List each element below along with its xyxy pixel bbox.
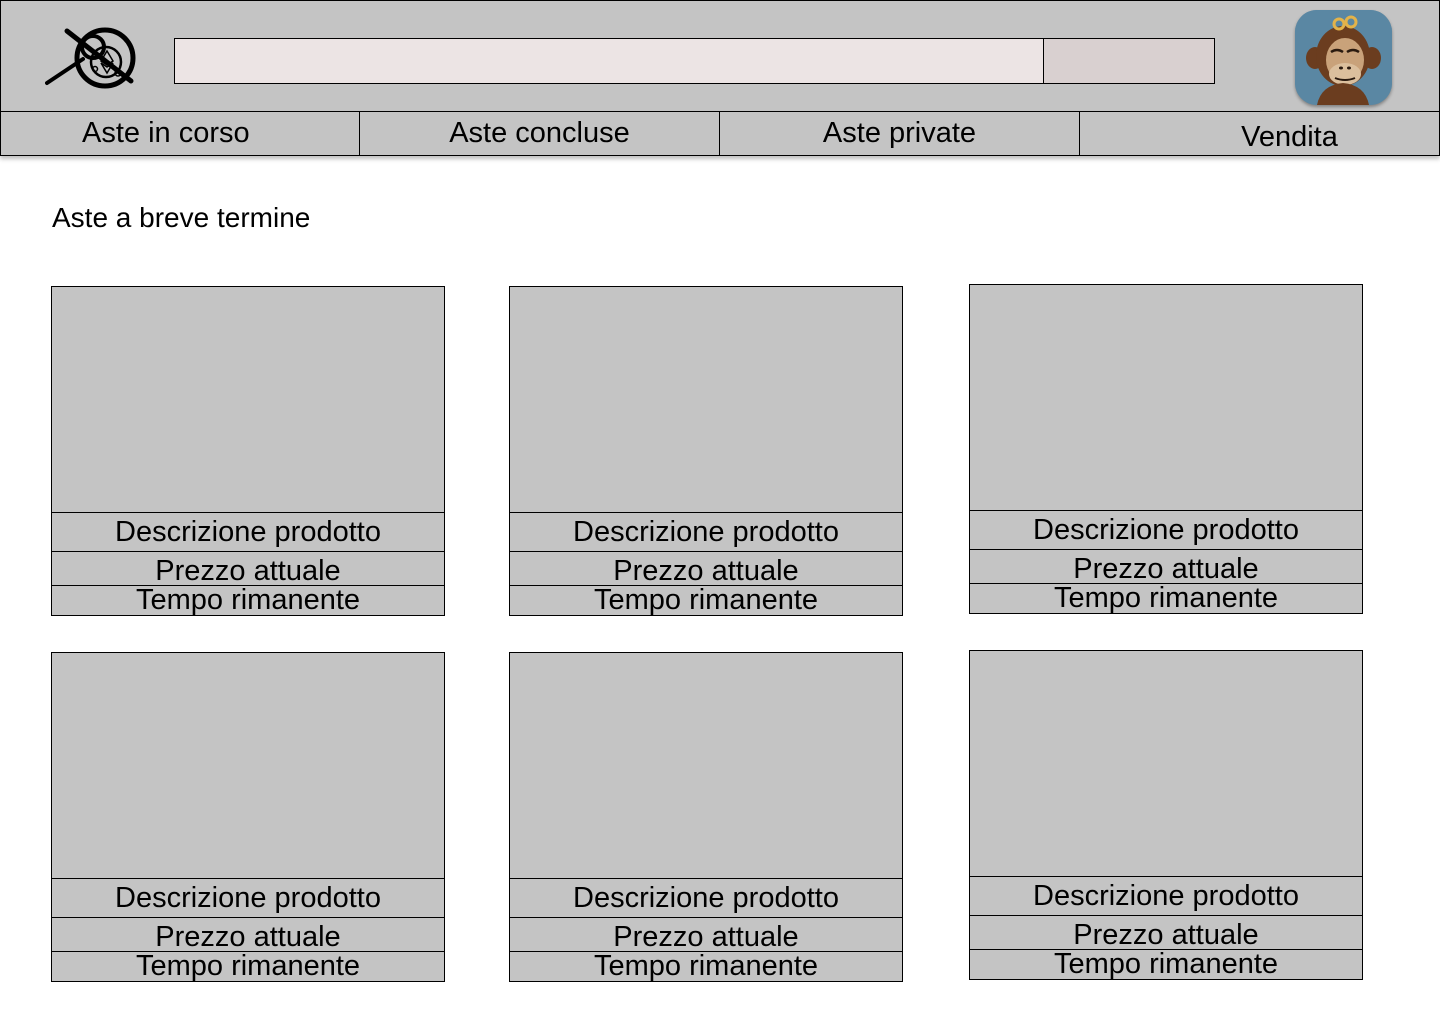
auction-card[interactable]	[969, 650, 1363, 980]
time-remaining: Tempo rimanente	[969, 583, 1363, 614]
search-bar	[174, 38, 1215, 84]
auction-card[interactable]	[509, 286, 903, 616]
ape-avatar-icon	[1295, 10, 1392, 105]
current-price: Prezzo attuale	[51, 551, 445, 586]
current-price: Prezzo attuale	[969, 915, 1363, 950]
tab-aste-concluse[interactable]: Aste concluse	[360, 111, 720, 156]
tab-aste-private[interactable]: Aste private	[720, 111, 1080, 156]
tab-aste-in-corso[interactable]: Aste in corso	[0, 111, 360, 156]
current-price: Prezzo attuale	[51, 917, 445, 952]
logo-icon[interactable]	[45, 23, 137, 89]
search-button[interactable]	[1044, 39, 1214, 83]
product-image[interactable]	[51, 286, 445, 514]
tab-vendita[interactable]: Vendita	[1080, 111, 1440, 156]
product-description: Descrizione prodotto	[509, 878, 903, 918]
auction-card[interactable]	[51, 286, 445, 616]
header-bar	[0, 0, 1440, 112]
time-remaining: Tempo rimanente	[969, 949, 1363, 980]
time-remaining: Tempo rimanente	[509, 951, 903, 982]
product-description: Descrizione prodotto	[51, 512, 445, 552]
product-description: Descrizione prodotto	[509, 512, 903, 552]
product-image[interactable]	[969, 284, 1363, 512]
product-description: Descrizione prodotto	[969, 876, 1363, 916]
product-description: Descrizione prodotto	[51, 878, 445, 918]
avatar[interactable]	[1295, 10, 1392, 105]
product-image[interactable]	[509, 286, 903, 514]
auction-card[interactable]	[509, 652, 903, 982]
current-price: Prezzo attuale	[969, 549, 1363, 584]
page-title: Aste a breve termine	[52, 202, 311, 233]
auction-card[interactable]	[51, 652, 445, 982]
product-image[interactable]	[969, 650, 1363, 878]
product-image[interactable]	[51, 652, 445, 880]
time-remaining: Tempo rimanente	[509, 585, 903, 616]
search-input[interactable]	[175, 39, 1044, 83]
time-remaining: Tempo rimanente	[51, 951, 445, 982]
product-image[interactable]	[509, 652, 903, 880]
auction-card[interactable]	[969, 284, 1363, 614]
product-description: Descrizione prodotto	[969, 510, 1363, 550]
time-remaining: Tempo rimanente	[51, 585, 445, 616]
nav-bar	[0, 111, 1440, 156]
current-price: Prezzo attuale	[509, 917, 903, 952]
current-price: Prezzo attuale	[509, 551, 903, 586]
